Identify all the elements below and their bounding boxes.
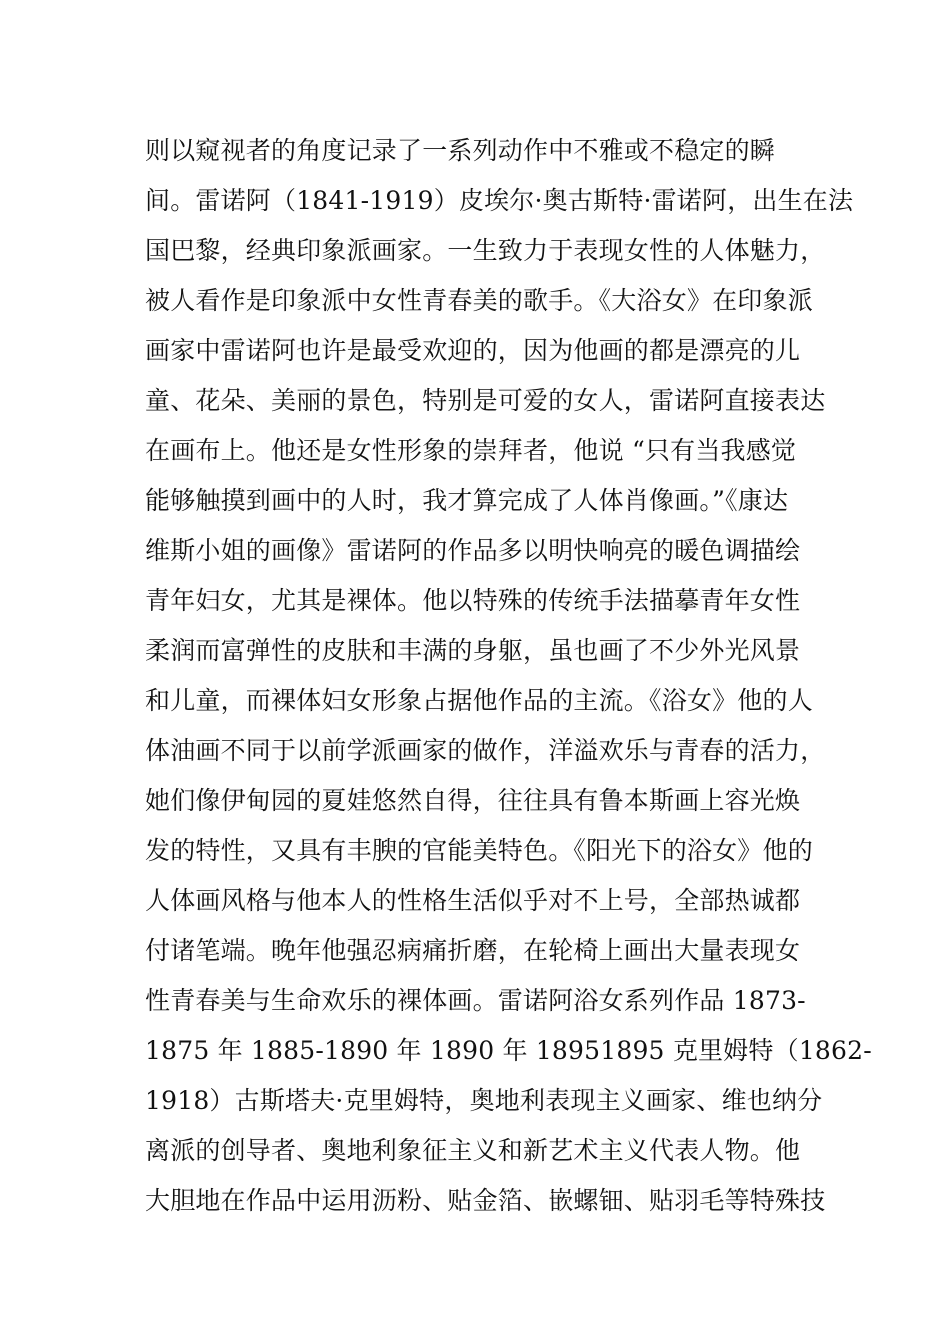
text-line: 能够触摸到画中的人时，我才算完成了人体肖像画。”《康达 [145,486,789,515]
text-line: 人体画风格与他本人的性格生活似乎对不上号，全部热诚都 [145,886,801,915]
text-line: 在画布上。他还是女性形象的崇拜者，他说 “只有当我感觉 [145,436,797,465]
text-line: 1918）古斯塔夫·克里姆特，奥地利表现主义画家、维也纳分 [145,1086,823,1115]
text-line: 间。雷诺阿（1841-1919）皮埃尔·奥古斯特·雷诺阿，出生在法 [145,186,854,215]
text-line: 童、花朵、美丽的景色，特别是可爱的女人，雷诺阿直接表达 [145,386,826,415]
text-line: 体油画不同于以前学派画家的做作，洋溢欢乐与青春的活力， [145,736,826,765]
text-line: 国巴黎，经典印象派画家。一生致力于表现女性的人体魅力， [145,236,826,265]
text-line: 付诸笔端。晚年他强忍病痛折磨，在轮椅上画出大量表现女 [145,936,801,965]
body-text [145,126,872,1226]
text-line: 柔润而富弹性的皮肤和丰满的身躯，虽也画了不少外光风景 [145,636,801,665]
text-line: 维斯小姐的画像》雷诺阿的作品多以明快响亮的暖色调描绘 [145,536,801,565]
text-line: 被人看作是印象派中女性青春美的歌手。《大浴女》在印象派 [145,286,813,315]
text-line: 青年妇女，尤其是裸体。他以特殊的传统手法描摹青年女性 [145,586,801,615]
text-line: 发的特性，又具有丰腴的官能美特色。《阳光下的浴女》他的 [145,836,813,865]
text-line: 离派的创导者、奥地利象征主义和新艺术主义代表人物。他 [145,1136,801,1165]
text-line: 1875 年 1885-1890 年 1890 年 18951895 克里姆特（1862- [145,1036,872,1065]
text-line: 画家中雷诺阿也许是最受欢迎的，因为他画的都是漂亮的儿 [145,336,801,365]
text-line: 则以窥视者的角度记录了一系列动作中不雅或不稳定的瞬 [145,136,776,165]
text-line: 大胆地在作品中运用沥粉、贴金箔、嵌螺钿、贴羽毛等特殊技 [145,1186,826,1215]
text-line: 她们像伊甸园的夏娃悠然自得，往往具有鲁本斯画上容光焕 [145,786,801,815]
text-line: 和儿童，而裸体妇女形象占据他作品的主流。《浴女》他的人 [145,686,813,715]
text-line: 性青春美与生命欢乐的裸体画。雷诺阿浴女系列作品 1873- [145,986,806,1015]
